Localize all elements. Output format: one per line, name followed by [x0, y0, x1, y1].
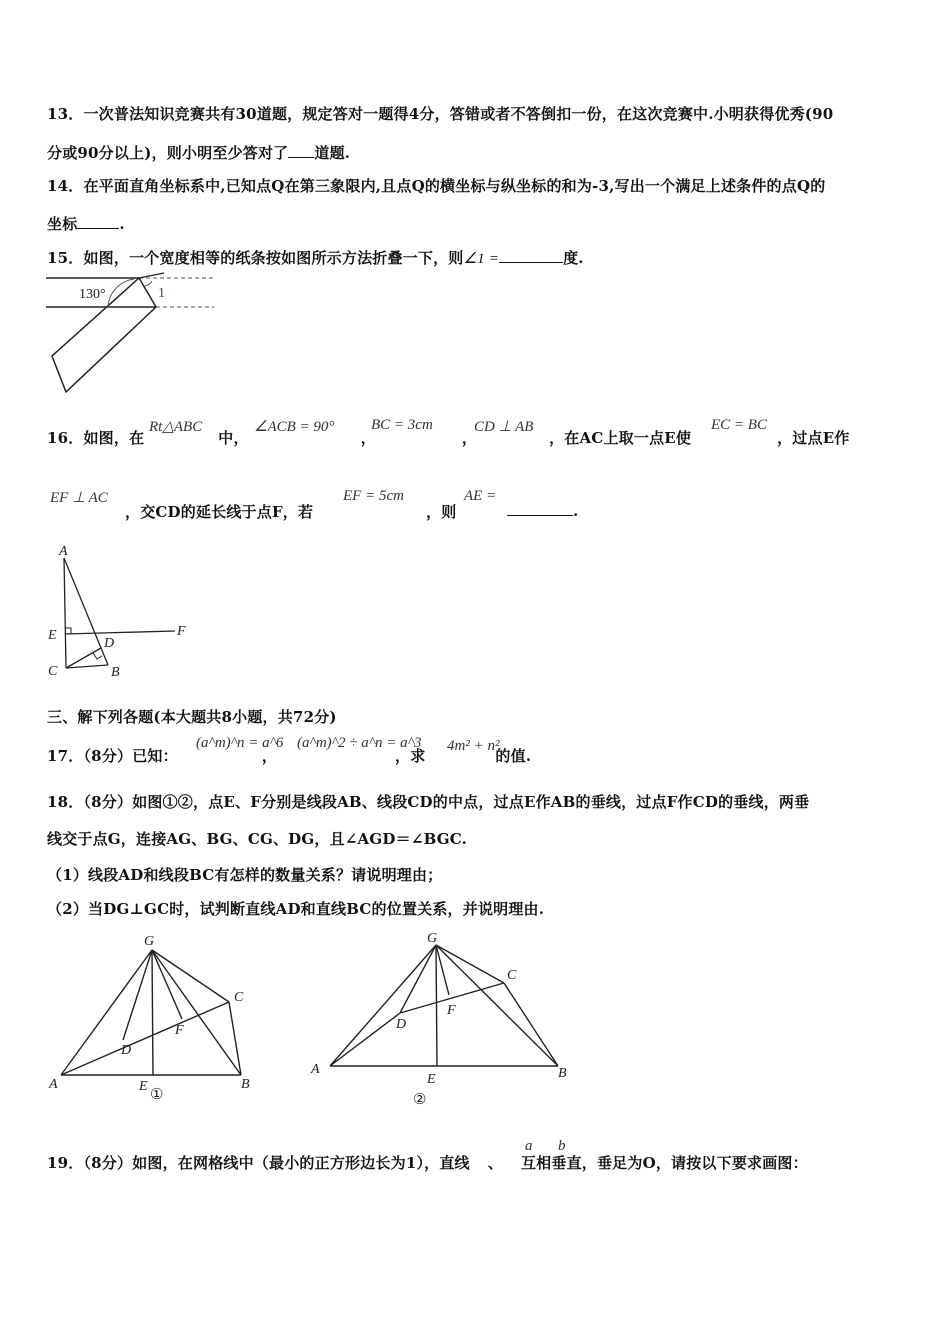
q18-fig2-number: ②: [413, 1092, 427, 1108]
q16-line2b: [426, 501, 456, 522]
q16-label-C: C: [48, 664, 58, 679]
q18-fig1-label-D: D: [121, 1043, 132, 1058]
q16-figure: [45, 543, 195, 683]
q17-eq2: (a^m)^2 ÷ a^n = a^3: [297, 735, 422, 751]
q16-ae: AE =: [464, 488, 497, 504]
q19-line: [47, 1152, 808, 1173]
q14-answer-blank[interactable]: [77, 214, 119, 229]
section-3-heading: 三、解下列各题(本大题共8小题，共72分): [47, 708, 337, 726]
q15-label-130: 130°: [79, 287, 106, 302]
q16-line2c: [507, 501, 578, 520]
q18-fig1-label-B: B: [241, 1077, 250, 1092]
q15-text-end: 度.: [563, 249, 584, 267]
q16-text-i: .: [573, 502, 579, 520]
q16-text-b: 中，: [218, 429, 249, 447]
q18-figure-1: [45, 928, 265, 1108]
q18-line2: 线交于点G，连接AG、BG、CG、DG，且∠AGD＝∠BGC.: [47, 830, 468, 848]
q16-label-B: B: [111, 665, 120, 680]
q16-text-h: ，则: [426, 503, 457, 521]
q13-text-end: 道题.: [314, 144, 351, 162]
q16-answer-blank[interactable]: [507, 501, 573, 516]
q14-text-end: .: [119, 215, 125, 233]
q13-line1: 13．一次普法知识竞赛共有30道题，规定答对一题得4分，答错或者不答倒扣一份，在这次竞赛中.小明获得优秀(90: [47, 105, 834, 123]
q16-cd-perp-ab: CD ⊥ AB: [474, 419, 534, 435]
q15-angle: ∠1 =: [463, 251, 500, 267]
q16-text-d: ，: [461, 429, 478, 447]
q18-fig2-label-B: B: [558, 1066, 567, 1081]
q16-ef-5cm: EF = 5cm: [343, 488, 404, 504]
q15-text: 15．如图，一个宽度相等的纸条按如图所示方法折叠一下，则: [47, 249, 464, 267]
q18-fig2-label-D: D: [396, 1017, 407, 1032]
q17-eq1: (a^m)^n = a^6: [196, 735, 284, 751]
q18-part2: （2）当DG⊥GC时，试判断直线AD和直线BC的位置关系，并说明理由.: [47, 900, 545, 918]
q13-text: 分或90分以上)，则小明至少答对了: [47, 144, 289, 162]
q18-fig1-label-F: F: [175, 1023, 184, 1038]
q18-fig2-label-A: A: [311, 1062, 320, 1077]
q19-text-post: 互相垂直，垂足为O，请按以下要求画图：: [520, 1154, 808, 1172]
q16-label-A: A: [59, 544, 68, 559]
q18-fig1-label-C: C: [234, 990, 244, 1005]
q17-text-post: 的值.: [495, 747, 532, 765]
q13-answer-blank[interactable]: [288, 143, 314, 158]
q15-line: [47, 247, 584, 268]
q16-line2a: [125, 501, 313, 522]
q16-rt-abc: Rt△ABC: [149, 419, 203, 435]
q18-line1: 18．（8分）如图①②，点E、F分别是线段AB、线段CD的中点，过点E作AB的垂线，过点F作CD的垂线，两垂: [47, 793, 810, 811]
q18-fig2-label-G: G: [427, 931, 438, 946]
q16-label-E: E: [48, 628, 57, 643]
q16-text-c: ，: [360, 429, 376, 447]
q16-bc: BC = 3cm: [371, 417, 433, 433]
q17-equation-1: [196, 735, 283, 752]
q16-text-a: 16．如图，在: [47, 429, 145, 447]
q16-label-D: D: [104, 636, 115, 651]
q16-ec-bc: EC = BC: [711, 417, 767, 433]
q16-label-F: F: [177, 624, 186, 639]
q18-figure-2: [308, 925, 583, 1115]
q14-line1: 14．在平面直角坐标系中,已知点Q在第三象限内,且点Q的横坐标与纵坐标的和为-3,写出一个满足上述条件的点Q的: [47, 177, 826, 195]
q16-text-g: ，交CD的延长线于点F，若: [125, 503, 314, 521]
q17-text-comma: ，: [261, 747, 278, 765]
q18-fig2-label-E: E: [427, 1072, 436, 1087]
q17-expression: 4m² + n²: [447, 738, 500, 754]
q19-line-a: a: [525, 1138, 533, 1154]
q18-fig1-label-G: G: [144, 934, 155, 949]
q15-label-1: 1: [158, 286, 165, 301]
q14-text: 坐标: [47, 215, 78, 233]
q14-line2: [47, 213, 125, 234]
q16-ef-perp-ac: EF ⊥ AC: [50, 490, 108, 506]
q15-figure: [44, 272, 219, 398]
q16-text-e: ，在AC上取一点E使: [549, 429, 692, 447]
q18-fig2-label-C: C: [507, 968, 517, 983]
q18-fig1-label-A: A: [49, 1077, 58, 1092]
q19-text-sep: 、: [487, 1154, 503, 1172]
q15-answer-blank[interactable]: [499, 248, 563, 263]
q16-angle-acb: ∠ACB = 90°: [254, 419, 335, 435]
q18-fig1-number: ①: [150, 1087, 164, 1103]
q18-fig2-label-F: F: [447, 1003, 456, 1018]
q18-part1: （1）线段AD和线段BC有怎样的数量关系？请说明理由；: [47, 866, 443, 884]
q16-text-f: ，过点E作: [777, 429, 850, 447]
q13-line2: [47, 142, 350, 163]
q17-text-pre: 17．（8分）已知：: [47, 747, 178, 765]
q18-fig1-label-E: E: [139, 1079, 148, 1094]
q17-equation-2: [297, 735, 422, 752]
q17-text-mid: ，求: [395, 747, 426, 765]
q19-text-pre: 19．（8分）如图，在网格线中（最小的正方形边长为1），直线: [47, 1154, 470, 1172]
q19-line-b: b: [558, 1138, 566, 1154]
